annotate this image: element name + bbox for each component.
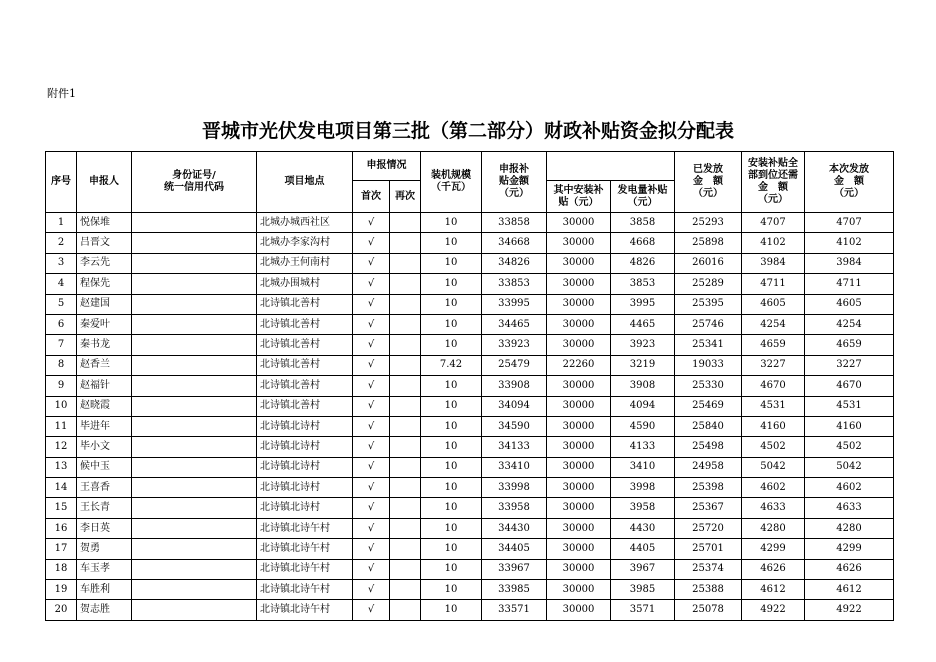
row-first: √	[353, 498, 390, 518]
row-install-refund: 4102	[742, 233, 805, 253]
row-issued: 25330	[675, 376, 742, 396]
row-seq: 10	[46, 396, 77, 416]
row-install-sub: 30000	[547, 274, 611, 294]
row-seq: 8	[46, 355, 77, 375]
row-first: √	[353, 559, 390, 579]
row-install-sub: 30000	[547, 335, 611, 355]
row-seq: 9	[46, 376, 77, 396]
table-row	[46, 437, 894, 457]
header-amount-split	[547, 152, 675, 181]
row-this-issue: 5042	[805, 457, 894, 477]
row-seq: 14	[46, 478, 77, 498]
row-seq: 13	[46, 457, 77, 477]
table-row	[46, 213, 894, 233]
header-apply-amount: 申报补 贴金额 （元）	[482, 152, 547, 213]
row-location: 北诗镇北善村	[257, 294, 353, 314]
row-capacity: 10	[421, 580, 482, 600]
row-gen-sub: 3908	[611, 376, 675, 396]
row-first: √	[353, 335, 390, 355]
row-seq: 17	[46, 539, 77, 559]
row-this-issue: 4711	[805, 274, 894, 294]
row-seq: 3	[46, 253, 77, 273]
row-install-sub: 30000	[547, 376, 611, 396]
header-this-issue: 本次发放 金 额 （元）	[805, 152, 894, 213]
row-applicant: 悦保堆	[77, 213, 132, 233]
row-apply-amount: 34465	[482, 314, 547, 334]
row-install-sub: 30000	[547, 416, 611, 436]
row-gen-sub: 4405	[611, 539, 675, 559]
row-issued: 25293	[675, 213, 742, 233]
row-apply-amount: 34826	[482, 253, 547, 273]
row-install-refund: 5042	[742, 457, 805, 477]
row-applicant: 王长青	[77, 498, 132, 518]
row-this-issue: 3227	[805, 355, 894, 375]
row-location: 北诗镇北诗午村	[257, 559, 353, 579]
row-capacity: 10	[421, 518, 482, 538]
row-capacity: 10	[421, 498, 482, 518]
row-capacity: 10	[421, 416, 482, 436]
subsidy-table	[45, 151, 894, 621]
row-location: 北诗镇北诗村	[257, 498, 353, 518]
row-first: √	[353, 416, 390, 436]
header-apply-status: 申报情况	[353, 152, 421, 181]
row-install-sub: 22260	[547, 355, 611, 375]
row-id-code	[132, 376, 257, 396]
table-row	[46, 396, 894, 416]
row-first: √	[353, 314, 390, 334]
row-this-issue: 4659	[805, 335, 894, 355]
row-again	[390, 457, 421, 477]
row-first: √	[353, 253, 390, 273]
row-issued: 26016	[675, 253, 742, 273]
row-applicant: 贺勇	[77, 539, 132, 559]
row-first: √	[353, 437, 390, 457]
row-this-issue: 4922	[805, 600, 894, 620]
row-install-refund: 4626	[742, 559, 805, 579]
row-this-issue: 4280	[805, 518, 894, 538]
row-capacity: 7.42	[421, 355, 482, 375]
row-install-refund: 4502	[742, 437, 805, 457]
row-install-refund: 4160	[742, 416, 805, 436]
row-capacity: 10	[421, 233, 482, 253]
row-first: √	[353, 294, 390, 314]
row-apply-amount: 34094	[482, 396, 547, 416]
table-body	[46, 213, 894, 621]
row-install-sub: 30000	[547, 437, 611, 457]
row-id-code	[132, 355, 257, 375]
row-id-code	[132, 457, 257, 477]
row-applicant: 贺志胜	[77, 600, 132, 620]
row-gen-sub: 3967	[611, 559, 675, 579]
row-issued: 25374	[675, 559, 742, 579]
row-issued: 25398	[675, 478, 742, 498]
row-applicant: 车玉孝	[77, 559, 132, 579]
row-capacity: 10	[421, 253, 482, 273]
row-install-sub: 30000	[547, 580, 611, 600]
table-row	[46, 274, 894, 294]
row-location: 北诗镇北诗村	[257, 478, 353, 498]
row-seq: 2	[46, 233, 77, 253]
row-install-refund: 4633	[742, 498, 805, 518]
row-first: √	[353, 213, 390, 233]
row-install-refund: 4707	[742, 213, 805, 233]
header-location: 项目地点	[257, 152, 353, 213]
row-capacity: 10	[421, 213, 482, 233]
row-apply-amount: 33923	[482, 335, 547, 355]
row-again	[390, 253, 421, 273]
row-capacity: 10	[421, 539, 482, 559]
row-first: √	[353, 518, 390, 538]
page-title: 晋城市光伏发电项目第三批（第二部分）财政补贴资金拟分配表	[201, 120, 734, 142]
row-applicant: 赵晓霞	[77, 396, 132, 416]
table-row	[46, 559, 894, 579]
row-again	[390, 600, 421, 620]
row-id-code	[132, 559, 257, 579]
row-capacity: 10	[421, 478, 482, 498]
row-location: 北诗镇北善村	[257, 355, 353, 375]
row-again	[390, 335, 421, 355]
row-issued: 24958	[675, 457, 742, 477]
row-applicant: 候中玉	[77, 457, 132, 477]
row-issued: 25701	[675, 539, 742, 559]
row-issued: 25367	[675, 498, 742, 518]
row-capacity: 10	[421, 294, 482, 314]
row-gen-sub: 4133	[611, 437, 675, 457]
row-issued: 25746	[675, 314, 742, 334]
row-seq: 4	[46, 274, 77, 294]
row-first: √	[353, 600, 390, 620]
row-apply-amount: 33967	[482, 559, 547, 579]
table-row	[46, 498, 894, 518]
row-apply-amount: 33985	[482, 580, 547, 600]
row-gen-sub: 4668	[611, 233, 675, 253]
row-install-sub: 30000	[547, 539, 611, 559]
table-row	[46, 580, 894, 600]
table-row	[46, 416, 894, 436]
row-id-code	[132, 600, 257, 620]
annex-label: 附件1	[47, 87, 76, 100]
row-install-sub: 30000	[547, 559, 611, 579]
row-again	[390, 478, 421, 498]
row-install-refund: 4299	[742, 539, 805, 559]
row-again	[390, 580, 421, 600]
row-gen-sub: 3923	[611, 335, 675, 355]
row-issued: 25898	[675, 233, 742, 253]
row-capacity: 10	[421, 274, 482, 294]
row-applicant: 王喜香	[77, 478, 132, 498]
row-again	[390, 416, 421, 436]
row-gen-sub: 3219	[611, 355, 675, 375]
row-location: 北诗镇北诗午村	[257, 518, 353, 538]
header-seq: 序号	[46, 152, 77, 213]
row-seq: 1	[46, 213, 77, 233]
row-again	[390, 437, 421, 457]
row-this-issue: 4602	[805, 478, 894, 498]
table-row	[46, 376, 894, 396]
row-gen-sub: 4094	[611, 396, 675, 416]
row-location: 北城办围城村	[257, 274, 353, 294]
header-install-sub: 其中安装补 贴（元）	[547, 181, 611, 213]
row-capacity: 10	[421, 559, 482, 579]
row-install-refund: 4531	[742, 396, 805, 416]
row-seq: 11	[46, 416, 77, 436]
row-issued: 25395	[675, 294, 742, 314]
row-location: 北诗镇北诗村	[257, 437, 353, 457]
row-issued: 25720	[675, 518, 742, 538]
table-row	[46, 294, 894, 314]
row-issued: 25840	[675, 416, 742, 436]
header-install-refund: 安装补贴全 部到位还需 金 额 （元）	[742, 152, 805, 213]
row-seq: 7	[46, 335, 77, 355]
row-capacity: 10	[421, 437, 482, 457]
row-location: 北诗镇北诗午村	[257, 600, 353, 620]
row-applicant: 毕进年	[77, 416, 132, 436]
row-install-sub: 30000	[547, 518, 611, 538]
row-seq: 20	[46, 600, 77, 620]
row-applicant: 车胜利	[77, 580, 132, 600]
row-id-code	[132, 416, 257, 436]
header-again: 再次	[390, 181, 421, 213]
row-apply-amount: 34430	[482, 518, 547, 538]
row-applicant: 程保先	[77, 274, 132, 294]
row-apply-amount: 25479	[482, 355, 547, 375]
row-this-issue: 4102	[805, 233, 894, 253]
row-first: √	[353, 376, 390, 396]
row-again	[390, 355, 421, 375]
row-id-code	[132, 294, 257, 314]
row-install-refund: 3984	[742, 253, 805, 273]
row-id-code	[132, 478, 257, 498]
row-location: 北城办城西社区	[257, 213, 353, 233]
row-issued: 19033	[675, 355, 742, 375]
row-gen-sub: 4430	[611, 518, 675, 538]
row-install-refund: 4254	[742, 314, 805, 334]
row-applicant: 秦书龙	[77, 335, 132, 355]
row-apply-amount: 33995	[482, 294, 547, 314]
row-apply-amount: 33571	[482, 600, 547, 620]
row-install-sub: 30000	[547, 294, 611, 314]
row-applicant: 赵香兰	[77, 355, 132, 375]
row-applicant: 李云先	[77, 253, 132, 273]
table-row	[46, 600, 894, 620]
row-location: 北城办王何南村	[257, 253, 353, 273]
row-gen-sub: 4590	[611, 416, 675, 436]
row-apply-amount: 34668	[482, 233, 547, 253]
row-seq: 16	[46, 518, 77, 538]
row-first: √	[353, 396, 390, 416]
row-apply-amount: 33853	[482, 274, 547, 294]
row-install-sub: 30000	[547, 457, 611, 477]
row-issued: 25388	[675, 580, 742, 600]
row-location: 北诗镇北诗午村	[257, 580, 353, 600]
table-row	[46, 457, 894, 477]
row-id-code	[132, 580, 257, 600]
row-this-issue: 4707	[805, 213, 894, 233]
row-capacity: 10	[421, 314, 482, 334]
row-again	[390, 314, 421, 334]
table-row	[46, 314, 894, 334]
row-gen-sub: 3958	[611, 498, 675, 518]
row-id-code	[132, 498, 257, 518]
row-gen-sub: 3853	[611, 274, 675, 294]
row-install-refund: 4711	[742, 274, 805, 294]
row-first: √	[353, 539, 390, 559]
row-this-issue: 4670	[805, 376, 894, 396]
row-this-issue: 4299	[805, 539, 894, 559]
row-install-refund: 3227	[742, 355, 805, 375]
header-capacity: 装机规模 （千瓦）	[421, 152, 482, 213]
row-first: √	[353, 478, 390, 498]
row-install-refund: 4922	[742, 600, 805, 620]
row-apply-amount: 33998	[482, 478, 547, 498]
row-install-sub: 30000	[547, 396, 611, 416]
table-row	[46, 539, 894, 559]
row-id-code	[132, 314, 257, 334]
row-apply-amount: 33958	[482, 498, 547, 518]
row-gen-sub: 3998	[611, 478, 675, 498]
table-row	[46, 478, 894, 498]
row-id-code	[132, 253, 257, 273]
row-again	[390, 274, 421, 294]
row-applicant: 吕晋文	[77, 233, 132, 253]
row-install-sub: 30000	[547, 213, 611, 233]
row-location: 北诗镇北善村	[257, 396, 353, 416]
row-gen-sub: 3571	[611, 600, 675, 620]
row-issued: 25498	[675, 437, 742, 457]
row-this-issue: 4254	[805, 314, 894, 334]
row-this-issue: 4612	[805, 580, 894, 600]
row-install-sub: 30000	[547, 600, 611, 620]
row-install-refund: 4612	[742, 580, 805, 600]
row-first: √	[353, 355, 390, 375]
row-first: √	[353, 580, 390, 600]
row-again	[390, 498, 421, 518]
row-install-sub: 30000	[547, 478, 611, 498]
row-gen-sub: 3858	[611, 213, 675, 233]
header-gen-sub: 发电量补贴 （元）	[611, 181, 675, 213]
row-id-code	[132, 518, 257, 538]
row-location: 北诗镇北善村	[257, 314, 353, 334]
row-location: 北城办李家沟村	[257, 233, 353, 253]
row-install-sub: 30000	[547, 314, 611, 334]
row-id-code	[132, 335, 257, 355]
row-first: √	[353, 274, 390, 294]
row-location: 北诗镇北诗村	[257, 416, 353, 436]
row-id-code	[132, 396, 257, 416]
table-row	[46, 355, 894, 375]
row-this-issue: 4626	[805, 559, 894, 579]
header-applicant: 申报人	[77, 152, 132, 213]
row-install-sub: 30000	[547, 253, 611, 273]
row-id-code	[132, 437, 257, 457]
row-this-issue: 4502	[805, 437, 894, 457]
row-apply-amount: 33410	[482, 457, 547, 477]
row-apply-amount: 34405	[482, 539, 547, 559]
row-again	[390, 233, 421, 253]
row-id-code	[132, 213, 257, 233]
row-first: √	[353, 233, 390, 253]
row-again	[390, 294, 421, 314]
row-install-refund: 4670	[742, 376, 805, 396]
row-issued: 25078	[675, 600, 742, 620]
row-gen-sub: 4826	[611, 253, 675, 273]
row-this-issue: 3984	[805, 253, 894, 273]
row-install-refund: 4659	[742, 335, 805, 355]
row-seq: 12	[46, 437, 77, 457]
row-issued: 25341	[675, 335, 742, 355]
row-seq: 18	[46, 559, 77, 579]
row-applicant: 李日英	[77, 518, 132, 538]
row-gen-sub: 3410	[611, 457, 675, 477]
table-row	[46, 233, 894, 253]
row-gen-sub: 3995	[611, 294, 675, 314]
row-install-sub: 30000	[547, 498, 611, 518]
row-issued: 25469	[675, 396, 742, 416]
row-seq: 5	[46, 294, 77, 314]
row-capacity: 10	[421, 376, 482, 396]
row-this-issue: 4605	[805, 294, 894, 314]
row-again	[390, 559, 421, 579]
row-capacity: 10	[421, 396, 482, 416]
header-issued: 已发放 金 额 （元）	[675, 152, 742, 213]
row-id-code	[132, 274, 257, 294]
row-id-code	[132, 539, 257, 559]
table-row	[46, 335, 894, 355]
row-capacity: 10	[421, 335, 482, 355]
row-apply-amount: 33858	[482, 213, 547, 233]
row-capacity: 10	[421, 600, 482, 620]
row-apply-amount: 34133	[482, 437, 547, 457]
row-location: 北诗镇北善村	[257, 335, 353, 355]
row-applicant: 秦爱叶	[77, 314, 132, 334]
row-location: 北诗镇北善村	[257, 376, 353, 396]
row-applicant: 赵福针	[77, 376, 132, 396]
row-capacity: 10	[421, 457, 482, 477]
row-apply-amount: 33908	[482, 376, 547, 396]
table-row	[46, 253, 894, 273]
row-location: 北诗镇北诗午村	[257, 539, 353, 559]
row-this-issue: 4633	[805, 498, 894, 518]
row-seq: 19	[46, 580, 77, 600]
header-first: 首次	[353, 181, 390, 213]
row-id-code	[132, 233, 257, 253]
row-again	[390, 518, 421, 538]
row-install-refund: 4605	[742, 294, 805, 314]
row-install-refund: 4602	[742, 478, 805, 498]
table-row	[46, 518, 894, 538]
row-seq: 6	[46, 314, 77, 334]
header-id-code: 身份证号/ 统一信用代码	[132, 152, 257, 213]
row-applicant: 赵建国	[77, 294, 132, 314]
row-gen-sub: 4465	[611, 314, 675, 334]
row-again	[390, 213, 421, 233]
row-applicant: 毕小文	[77, 437, 132, 457]
row-again	[390, 396, 421, 416]
row-gen-sub: 3985	[611, 580, 675, 600]
row-again	[390, 539, 421, 559]
row-this-issue: 4160	[805, 416, 894, 436]
row-apply-amount: 34590	[482, 416, 547, 436]
row-issued: 25289	[675, 274, 742, 294]
row-location: 北诗镇北诗村	[257, 457, 353, 477]
row-again	[390, 376, 421, 396]
row-this-issue: 4531	[805, 396, 894, 416]
row-install-sub: 30000	[547, 233, 611, 253]
row-install-refund: 4280	[742, 518, 805, 538]
row-seq: 15	[46, 498, 77, 518]
row-first: √	[353, 457, 390, 477]
